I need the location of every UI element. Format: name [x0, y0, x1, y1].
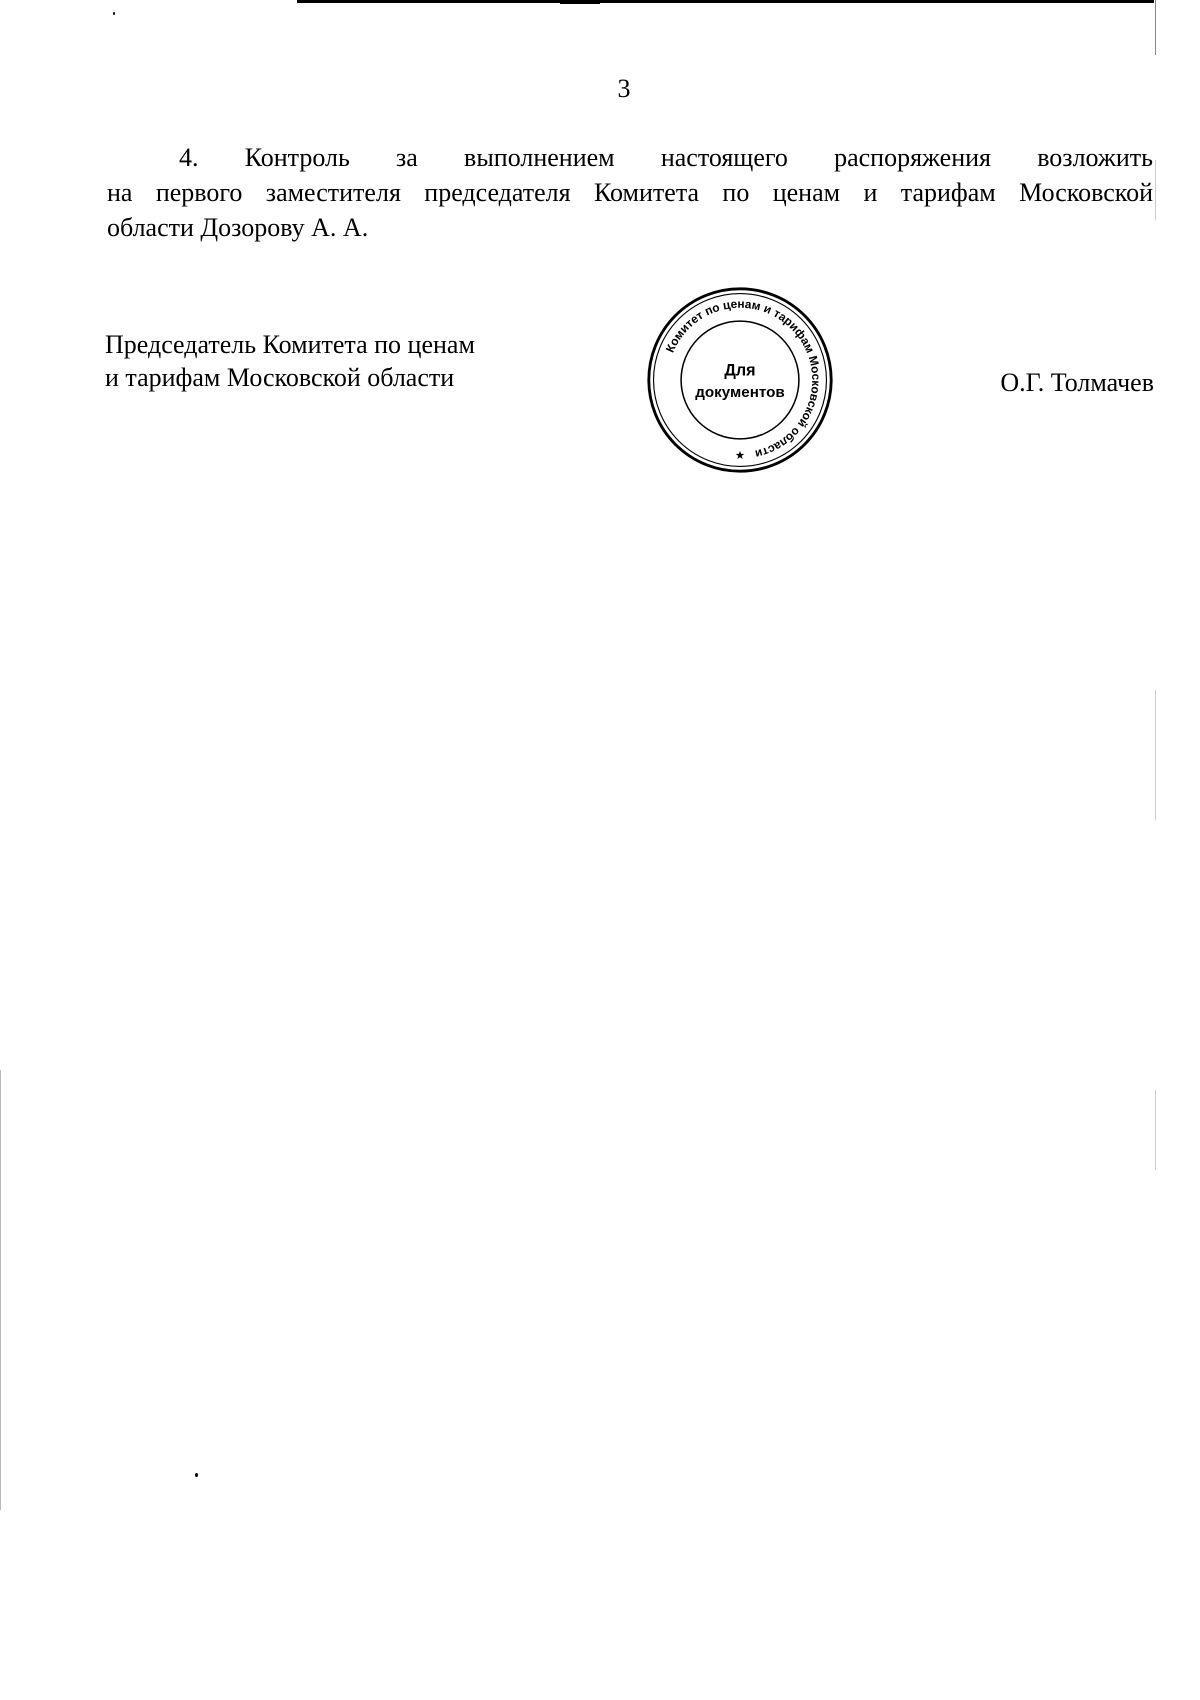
signatory-title-line-1: Председатель Комитета по ценам — [105, 330, 475, 359]
seal-center-line-1: Для — [724, 361, 756, 380]
scan-top-border-mark — [560, 0, 600, 4]
seal-outer-ring-inner — [654, 294, 827, 467]
paragraph-line-1: 4. Контроль за выполнением настоящего распоряжения возложить — [179, 143, 1153, 172]
paragraph-line-3: области Дозорову А. А. — [107, 213, 369, 242]
control-paragraph — [107, 140, 1153, 245]
seal-center-line-2: документов — [695, 384, 785, 402]
scan-left-edge — [0, 1070, 1, 1510]
signatory-title — [105, 328, 475, 394]
seal-graphic — [645, 285, 835, 475]
seal-outer-ring — [649, 289, 831, 471]
seal-inner-ring — [681, 321, 799, 439]
page-number: 3 — [617, 74, 631, 103]
seal-star-icon: ★ — [734, 447, 746, 462]
scan-right-edge-top — [1155, 0, 1156, 55]
seal-ring-text-path: Комитет по ценам и тарифам Московской области — [662, 296, 824, 462]
signatory-title-line-2: и тарифам Московской области — [105, 363, 455, 392]
scan-right-edge-lower — [1155, 690, 1156, 820]
scan-right-edge-mid — [1155, 160, 1156, 220]
official-seal — [645, 285, 835, 475]
scan-speck — [113, 12, 115, 15]
scan-top-border — [297, 0, 1154, 3]
scan-right-edge-bottom — [1155, 1090, 1156, 1170]
scan-speck — [195, 1473, 198, 1477]
signatory-name: О.Г. Толмачев — [1000, 368, 1154, 397]
paragraph-line-2: на первого заместителя председателя Комитета по ценам и тарифам Московской — [107, 178, 1153, 207]
